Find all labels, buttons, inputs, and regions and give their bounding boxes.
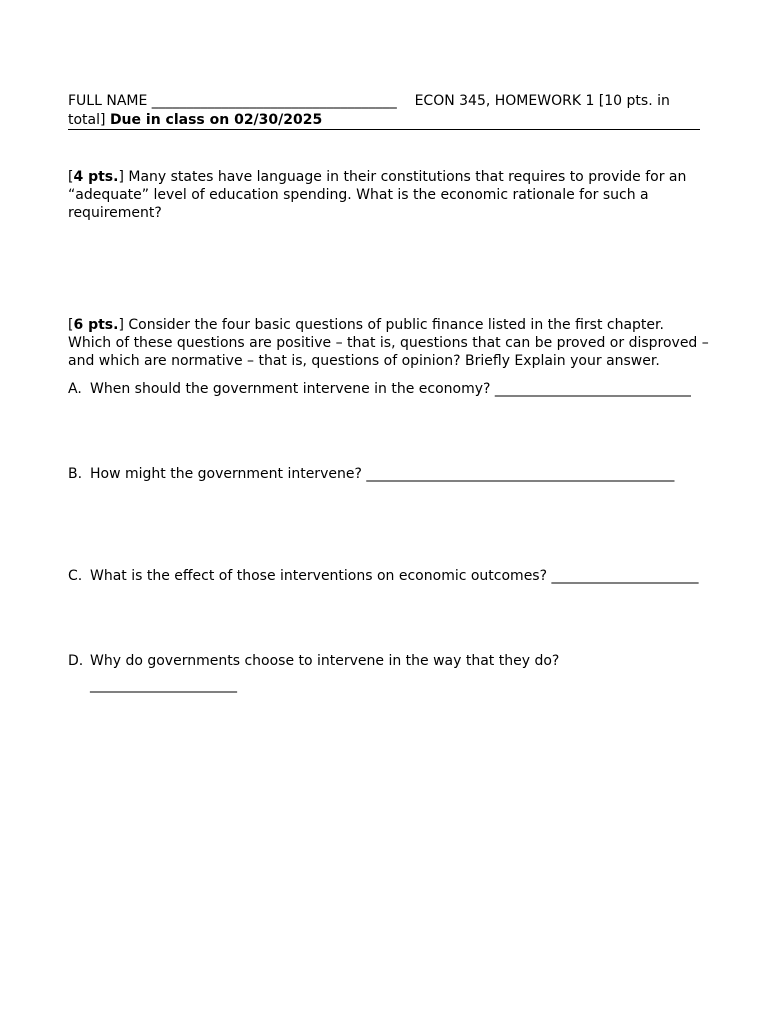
bracket: ]	[118, 169, 124, 185]
item-letter: D.	[68, 653, 84, 669]
item-answer-line: _____________________	[90, 677, 237, 693]
question-2	[68, 316, 709, 370]
question-2-item-b	[68, 465, 674, 483]
item-text: When should the government intervene in the economy? ____________________________	[90, 381, 691, 397]
header-total-label: total]	[68, 112, 110, 128]
question-2-item-c	[68, 567, 698, 585]
question-1-line-2: “adequate” level of education spending. What is the economic rationale for such a	[68, 187, 649, 203]
item-letter: C.	[68, 568, 83, 584]
question-2-line-2: Which of these questions are positive – that is, questions that can be proved or disproved –	[68, 335, 709, 351]
bracket: ]	[118, 317, 124, 333]
question-2-line-3: and which are normative – that is, questions of opinion? Briefly Explain your answer.	[68, 353, 660, 369]
due-date: Due in class on 02/30/2025	[109, 112, 323, 128]
item-letter: B.	[68, 466, 83, 482]
question-1-text: Many states have language in their constitutions that requires to provide for an	[123, 169, 687, 185]
question-1-line-3: requirement?	[68, 205, 162, 221]
item-text: Why do governments choose to intervene in the way that they do?	[90, 653, 560, 669]
item-text: How might the government intervene? ____________________________________________	[90, 466, 675, 482]
header-due-line	[68, 111, 700, 130]
question-2-line-1	[68, 316, 709, 334]
question-1-line-1	[68, 168, 686, 186]
question-2-text: Consider the four basic questions of public finance listed in the first chapter.	[123, 317, 664, 333]
question-2-points: 6 pts.	[73, 317, 119, 333]
question-1-points: 4 pts.	[73, 169, 119, 185]
header-name-course-line: FULL NAME ___________________________________ ECON 345, HOMEWORK 1 [10 pts. in	[68, 93, 670, 109]
item-text: What is the effect of those interventions on economic outcomes? _____________________	[90, 568, 699, 584]
question-2-item-a	[68, 380, 691, 398]
bracket: [	[68, 317, 74, 333]
bracket: [	[68, 169, 74, 185]
item-letter: A.	[68, 381, 82, 397]
question-1	[68, 168, 686, 222]
question-2-item-d	[68, 652, 559, 694]
